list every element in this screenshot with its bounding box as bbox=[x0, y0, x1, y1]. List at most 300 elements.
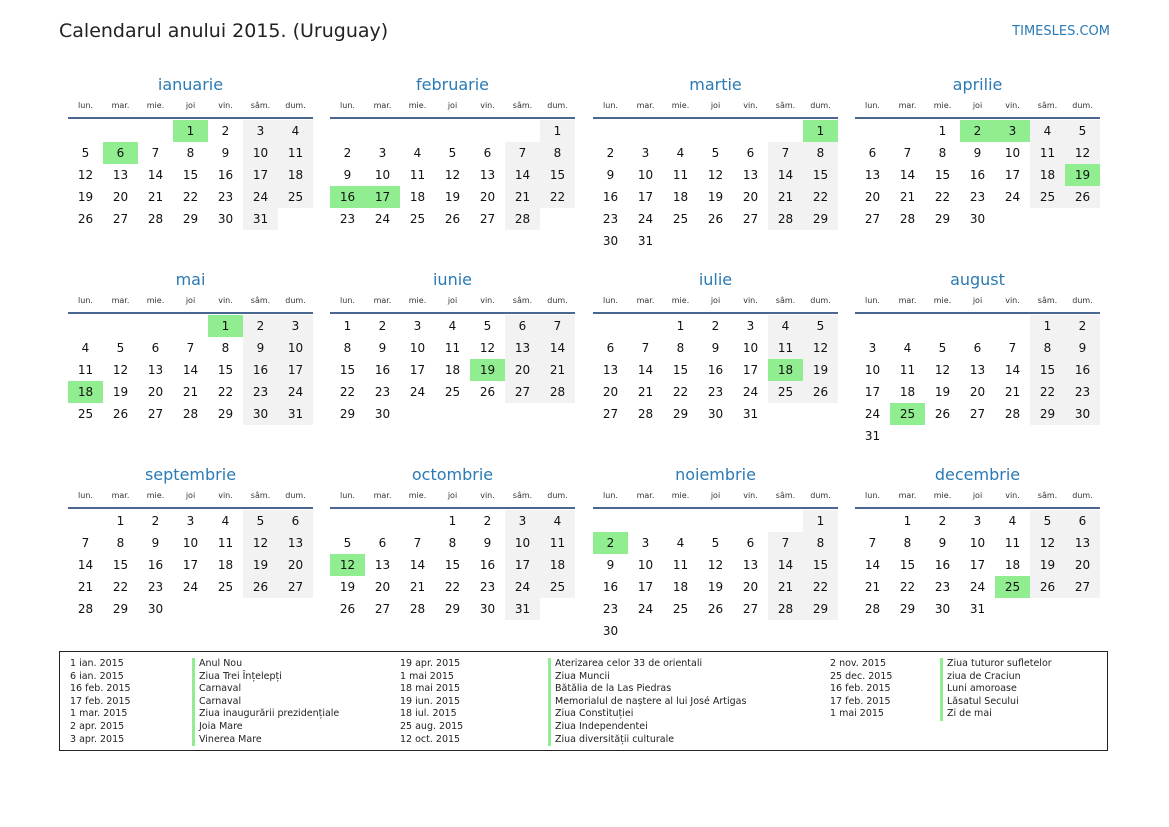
day-cell: 7 bbox=[868, 536, 877, 550]
day-cell: 6 bbox=[505, 315, 540, 337]
month-name: decembrie bbox=[934, 465, 1021, 484]
day-cell: 22 bbox=[112, 580, 129, 594]
empty-cell bbox=[698, 510, 733, 532]
holiday-name: Ziua Trei Înțelepți bbox=[192, 671, 339, 684]
month-octombrie bbox=[330, 464, 575, 620]
day-cell: 22 bbox=[934, 190, 951, 204]
weekday-label: vin. bbox=[218, 101, 233, 110]
day-cell: 3 bbox=[641, 146, 650, 160]
empty-cell bbox=[925, 315, 960, 337]
weekday-label: dum. bbox=[810, 491, 831, 500]
day-cell: 2 bbox=[151, 514, 160, 528]
day-cell: 2 bbox=[378, 319, 387, 333]
day-cell: 15 bbox=[182, 168, 199, 182]
weekday-label: joi bbox=[185, 296, 196, 305]
holiday-name: Ziua Muncii bbox=[548, 671, 746, 684]
weekday-label: sâm. bbox=[775, 296, 796, 305]
weekday-label: mie. bbox=[933, 491, 952, 500]
day-cell: 27 bbox=[505, 381, 540, 403]
header-divider bbox=[593, 117, 838, 119]
weekday-label: mar. bbox=[898, 296, 917, 305]
empty-cell bbox=[768, 510, 803, 532]
day-cell: 26 bbox=[479, 385, 496, 399]
day-cell: 13 bbox=[147, 363, 164, 377]
day-cell: 27 bbox=[278, 576, 313, 598]
day-cell: 20 bbox=[969, 385, 986, 399]
day-cell: 18 bbox=[1030, 164, 1065, 186]
weekday-label: mar. bbox=[373, 296, 392, 305]
day-cell: 2 bbox=[343, 146, 352, 160]
day-grid bbox=[855, 510, 1100, 620]
day-cell: 28 bbox=[1004, 407, 1021, 421]
day-cell: 2 bbox=[243, 315, 278, 337]
day-cell: 16 bbox=[1065, 359, 1100, 381]
weekday-label: dum. bbox=[810, 101, 831, 110]
weekday-label: lun. bbox=[603, 101, 618, 110]
weekday-header bbox=[593, 99, 838, 117]
weekday-header bbox=[855, 489, 1100, 507]
day-cell: 5 bbox=[1065, 120, 1100, 142]
day-cell: 19 bbox=[243, 554, 278, 576]
day-cell: 14 bbox=[182, 363, 199, 377]
day-cell: 6 bbox=[151, 341, 160, 355]
day-cell: 6 bbox=[278, 510, 313, 532]
holiday-date: 1 mai 2015 bbox=[830, 708, 884, 720]
day-cell: 19 bbox=[1030, 554, 1065, 576]
holiday-name: Anul Nou bbox=[192, 658, 339, 671]
day-cell: 7 bbox=[768, 532, 803, 554]
day-cell: 5 bbox=[1030, 510, 1065, 532]
day-cell: 28 bbox=[637, 407, 654, 421]
header-divider bbox=[855, 507, 1100, 509]
day-cell: 28 bbox=[182, 407, 199, 421]
day-cell: 31 bbox=[278, 403, 313, 425]
day-cell: 17 bbox=[182, 558, 199, 572]
month-iulie bbox=[593, 269, 838, 425]
day-cell: 25 bbox=[217, 580, 234, 594]
day-cell: 23 bbox=[969, 190, 986, 204]
weekday-label: vin. bbox=[480, 491, 495, 500]
day-cell: 17 bbox=[742, 363, 759, 377]
holiday-day: 3 bbox=[995, 120, 1030, 142]
day-cell: 29 bbox=[217, 407, 234, 421]
weekday-label: joi bbox=[447, 296, 458, 305]
day-cell: 18 bbox=[672, 190, 689, 204]
empty-cell bbox=[890, 315, 925, 337]
day-cell: 25 bbox=[444, 385, 461, 399]
day-cell: 26 bbox=[707, 602, 724, 616]
day-cell: 19 bbox=[707, 190, 724, 204]
day-cell: 26 bbox=[444, 212, 461, 226]
month-noiembrie bbox=[593, 464, 838, 642]
day-cell: 12 bbox=[444, 168, 461, 182]
header-divider bbox=[593, 312, 838, 314]
day-cell: 16 bbox=[479, 558, 496, 572]
day-cell: 24 bbox=[278, 381, 313, 403]
holiday-name: Joia Mare bbox=[192, 721, 339, 734]
day-cell: 2 bbox=[711, 319, 720, 333]
day-cell: 31 bbox=[243, 208, 278, 230]
day-grid bbox=[593, 510, 838, 642]
empty-cell bbox=[68, 315, 103, 337]
holiday-name: Lăsatul Secului bbox=[940, 696, 1052, 709]
day-cell: 28 bbox=[864, 602, 881, 616]
weekday-label: mie. bbox=[671, 101, 690, 110]
day-cell: 11 bbox=[1030, 142, 1065, 164]
weekday-label: sâm. bbox=[250, 491, 271, 500]
day-cell: 9 bbox=[1065, 337, 1100, 359]
day-cell: 28 bbox=[77, 602, 94, 616]
day-cell: 24 bbox=[637, 602, 654, 616]
weekday-label: mar. bbox=[111, 101, 130, 110]
day-cell: 17 bbox=[409, 363, 426, 377]
day-cell: 17 bbox=[637, 580, 654, 594]
holiday-date: 16 feb. 2015 bbox=[70, 683, 131, 695]
page-title: Calendarul anului 2015. (Uruguay) bbox=[59, 20, 389, 42]
weekday-header bbox=[68, 489, 313, 507]
day-cell: 23 bbox=[243, 381, 278, 403]
day-cell: 1 bbox=[1030, 315, 1065, 337]
month-martie bbox=[593, 74, 838, 252]
day-cell: 14 bbox=[77, 558, 94, 572]
day-cell: 29 bbox=[1030, 403, 1065, 425]
day-cell: 11 bbox=[409, 168, 426, 182]
weekday-header bbox=[855, 294, 1100, 312]
day-cell: 23 bbox=[217, 190, 234, 204]
holiday-day: 18 bbox=[68, 381, 103, 403]
day-cell: 20 bbox=[278, 554, 313, 576]
holiday-name: Bătălia de la Las Piedras bbox=[548, 683, 746, 696]
holiday-names-column bbox=[192, 658, 339, 746]
day-cell: 15 bbox=[339, 363, 356, 377]
empty-cell bbox=[593, 120, 628, 142]
holiday-day: 1 bbox=[173, 120, 208, 142]
day-cell: 11 bbox=[540, 532, 575, 554]
empty-cell bbox=[855, 315, 890, 337]
day-cell: 17 bbox=[278, 359, 313, 381]
day-cell: 8 bbox=[676, 341, 685, 355]
empty-cell bbox=[138, 120, 173, 142]
holiday-names-column bbox=[548, 658, 746, 746]
site-brand-link[interactable]: TIMESLES.COM bbox=[1012, 24, 1110, 39]
holiday-day: 19 bbox=[1065, 164, 1100, 186]
day-cell: 15 bbox=[540, 164, 575, 186]
day-cell: 16 bbox=[707, 363, 724, 377]
day-cell: 3 bbox=[278, 315, 313, 337]
day-cell: 30 bbox=[969, 212, 986, 226]
day-cell: 10 bbox=[637, 168, 654, 182]
weekday-label: dum. bbox=[285, 101, 306, 110]
header-divider bbox=[330, 312, 575, 314]
weekday-label: sâm. bbox=[1037, 101, 1058, 110]
day-grid bbox=[330, 510, 575, 620]
day-cell: 17 bbox=[1004, 168, 1021, 182]
day-cell: 14 bbox=[899, 168, 916, 182]
header-divider bbox=[593, 507, 838, 509]
day-cell: 26 bbox=[77, 212, 94, 226]
day-cell: 23 bbox=[479, 580, 496, 594]
day-cell: 3 bbox=[378, 146, 387, 160]
day-cell: 9 bbox=[151, 536, 160, 550]
weekday-label: mie. bbox=[146, 296, 165, 305]
day-cell: 21 bbox=[1004, 385, 1021, 399]
day-cell: 6 bbox=[746, 536, 755, 550]
holiday-day: 18 bbox=[768, 359, 803, 381]
weekday-header bbox=[855, 99, 1100, 117]
header-divider bbox=[68, 117, 313, 119]
weekday-label: sâm. bbox=[512, 296, 533, 305]
day-cell: 2 bbox=[1065, 315, 1100, 337]
day-cell: 22 bbox=[444, 580, 461, 594]
holiday-name: Aterizarea celor 33 de orientali bbox=[548, 658, 746, 671]
day-cell: 9 bbox=[343, 168, 352, 182]
weekday-label: sâm. bbox=[1037, 296, 1058, 305]
empty-cell bbox=[68, 120, 103, 142]
day-cell: 11 bbox=[672, 168, 689, 182]
month-aprilie bbox=[855, 74, 1100, 230]
holiday-name: ziua de Craciun bbox=[940, 671, 1052, 684]
weekday-label: sâm. bbox=[775, 491, 796, 500]
day-cell: 1 bbox=[676, 319, 685, 333]
day-cell: 29 bbox=[112, 602, 129, 616]
empty-cell bbox=[628, 510, 663, 532]
weekday-label: dum. bbox=[547, 101, 568, 110]
day-cell: 29 bbox=[803, 598, 838, 620]
day-cell: 30 bbox=[479, 602, 496, 616]
day-cell: 6 bbox=[606, 341, 615, 355]
empty-cell bbox=[663, 510, 698, 532]
day-cell: 30 bbox=[243, 403, 278, 425]
day-cell: 10 bbox=[243, 142, 278, 164]
day-cell: 29 bbox=[444, 602, 461, 616]
weekday-label: mar. bbox=[111, 296, 130, 305]
empty-cell bbox=[628, 315, 663, 337]
day-cell: 4 bbox=[448, 319, 457, 333]
weekday-label: sâm. bbox=[250, 101, 271, 110]
day-cell: 30 bbox=[374, 407, 391, 421]
day-cell: 22 bbox=[182, 190, 199, 204]
day-cell: 8 bbox=[186, 146, 195, 160]
holiday-day: 16 bbox=[330, 186, 365, 208]
month-name: iulie bbox=[698, 270, 733, 289]
weekday-label: dum. bbox=[1072, 296, 1093, 305]
holiday-day: 6 bbox=[103, 142, 138, 164]
day-cell: 20 bbox=[602, 385, 619, 399]
day-cell: 27 bbox=[1065, 576, 1100, 598]
day-cell: 24 bbox=[969, 580, 986, 594]
month-ianuarie bbox=[68, 74, 313, 230]
weekday-label: mie. bbox=[671, 296, 690, 305]
empty-cell bbox=[103, 120, 138, 142]
weekday-header bbox=[593, 489, 838, 507]
day-cell: 10 bbox=[1004, 146, 1021, 160]
day-cell: 28 bbox=[540, 381, 575, 403]
day-cell: 3 bbox=[413, 319, 422, 333]
day-cell: 26 bbox=[1030, 576, 1065, 598]
day-cell: 25 bbox=[77, 407, 94, 421]
weekday-label: vin. bbox=[743, 491, 758, 500]
day-cell: 16 bbox=[374, 363, 391, 377]
day-cell: 18 bbox=[444, 363, 461, 377]
holiday-day: 25 bbox=[890, 403, 925, 425]
empty-cell bbox=[995, 315, 1030, 337]
day-cell: 8 bbox=[343, 341, 352, 355]
day-cell: 25 bbox=[540, 576, 575, 598]
day-cell: 24 bbox=[409, 385, 426, 399]
day-cell: 27 bbox=[742, 602, 759, 616]
weekday-header bbox=[330, 489, 575, 507]
day-cell: 18 bbox=[899, 385, 916, 399]
holiday-date: 12 oct. 2015 bbox=[400, 733, 461, 745]
day-cell: 14 bbox=[409, 558, 426, 572]
weekday-label: joi bbox=[710, 101, 721, 110]
month-name: august bbox=[950, 270, 1005, 289]
holiday-legend bbox=[59, 651, 1108, 751]
day-cell: 27 bbox=[374, 602, 391, 616]
holiday-name: Ziua diversității culturale bbox=[548, 734, 746, 747]
day-cell: 9 bbox=[221, 146, 230, 160]
day-cell: 20 bbox=[505, 359, 540, 381]
empty-cell bbox=[435, 120, 470, 142]
day-cell: 28 bbox=[768, 208, 803, 230]
weekday-label: dum. bbox=[810, 296, 831, 305]
day-cell: 18 bbox=[217, 558, 234, 572]
day-cell: 12 bbox=[707, 168, 724, 182]
empty-cell bbox=[628, 120, 663, 142]
holiday-name: Vinerea Mare bbox=[192, 734, 339, 747]
weekday-label: lun. bbox=[603, 296, 618, 305]
weekday-label: joi bbox=[447, 101, 458, 110]
holiday-date: 17 feb. 2015 bbox=[70, 695, 131, 707]
day-cell: 24 bbox=[637, 212, 654, 226]
day-cell: 2 bbox=[938, 514, 947, 528]
day-cell: 16 bbox=[602, 190, 619, 204]
header-divider bbox=[68, 507, 313, 509]
day-cell: 12 bbox=[1065, 142, 1100, 164]
weekday-label: mar. bbox=[373, 101, 392, 110]
day-cell: 11 bbox=[278, 142, 313, 164]
day-cell: 8 bbox=[938, 146, 947, 160]
holiday-day: 2 bbox=[593, 532, 628, 554]
day-cell: 7 bbox=[768, 142, 803, 164]
day-cell: 12 bbox=[707, 558, 724, 572]
day-cell: 14 bbox=[768, 164, 803, 186]
day-cell: 29 bbox=[934, 212, 951, 226]
day-cell: 26 bbox=[1065, 186, 1100, 208]
day-cell: 6 bbox=[1065, 510, 1100, 532]
weekday-header bbox=[68, 99, 313, 117]
day-cell: 7 bbox=[413, 536, 422, 550]
weekday-label: lun. bbox=[78, 101, 93, 110]
day-cell: 13 bbox=[479, 168, 496, 182]
day-cell: 15 bbox=[217, 363, 234, 377]
day-grid bbox=[330, 120, 575, 230]
day-cell: 10 bbox=[864, 363, 881, 377]
day-cell: 5 bbox=[243, 510, 278, 532]
day-cell: 1 bbox=[903, 514, 912, 528]
day-cell: 10 bbox=[505, 532, 540, 554]
day-cell: 21 bbox=[768, 576, 803, 598]
day-cell: 27 bbox=[969, 407, 986, 421]
day-cell: 8 bbox=[803, 532, 838, 554]
day-cell: 26 bbox=[112, 407, 129, 421]
header-divider bbox=[330, 507, 575, 509]
day-cell: 12 bbox=[479, 341, 496, 355]
day-cell: 5 bbox=[711, 146, 720, 160]
day-cell: 26 bbox=[803, 381, 838, 403]
weekday-label: dum. bbox=[1072, 491, 1093, 500]
day-cell: 17 bbox=[505, 554, 540, 576]
day-cell: 13 bbox=[278, 532, 313, 554]
empty-cell bbox=[855, 120, 890, 142]
holiday-date: 1 ian. 2015 bbox=[70, 658, 124, 669]
day-cell: 15 bbox=[672, 363, 689, 377]
holiday-day: 12 bbox=[330, 554, 365, 576]
day-cell: 7 bbox=[186, 341, 195, 355]
day-cell: 9 bbox=[711, 341, 720, 355]
day-grid bbox=[330, 315, 575, 425]
day-cell: 12 bbox=[112, 363, 129, 377]
day-cell: 6 bbox=[483, 146, 492, 160]
day-cell: 25 bbox=[672, 602, 689, 616]
day-cell: 7 bbox=[903, 146, 912, 160]
day-cell: 28 bbox=[768, 598, 803, 620]
day-cell: 3 bbox=[641, 536, 650, 550]
weekday-label: joi bbox=[185, 101, 196, 110]
day-cell: 28 bbox=[147, 212, 164, 226]
day-cell: 19 bbox=[444, 190, 461, 204]
day-cell: 5 bbox=[116, 341, 125, 355]
day-cell: 5 bbox=[81, 146, 90, 160]
day-cell: 9 bbox=[973, 146, 982, 160]
day-cell: 4 bbox=[81, 341, 90, 355]
weekday-label: mie. bbox=[408, 101, 427, 110]
day-cell: 16 bbox=[602, 580, 619, 594]
weekday-label: lun. bbox=[340, 101, 355, 110]
day-cell: 12 bbox=[77, 168, 94, 182]
empty-cell bbox=[68, 510, 103, 532]
day-cell: 13 bbox=[864, 168, 881, 182]
day-cell: 15 bbox=[112, 558, 129, 572]
weekday-label: dum. bbox=[547, 491, 568, 500]
holiday-date: 18 iul. 2015 bbox=[400, 708, 457, 720]
day-cell: 9 bbox=[243, 337, 278, 359]
day-cell: 20 bbox=[742, 580, 759, 594]
day-cell: 21 bbox=[409, 580, 426, 594]
day-cell: 31 bbox=[969, 602, 986, 616]
day-cell: 5 bbox=[938, 341, 947, 355]
day-cell: 4 bbox=[413, 146, 422, 160]
day-cell: 29 bbox=[672, 407, 689, 421]
weekday-header bbox=[330, 294, 575, 312]
day-cell: 8 bbox=[116, 536, 125, 550]
day-grid bbox=[593, 315, 838, 425]
day-cell: 11 bbox=[899, 363, 916, 377]
weekday-label: vin. bbox=[218, 491, 233, 500]
weekday-label: dum. bbox=[285, 491, 306, 500]
day-cell: 22 bbox=[339, 385, 356, 399]
weekday-label: lun. bbox=[603, 491, 618, 500]
day-cell: 10 bbox=[409, 341, 426, 355]
day-cell: 24 bbox=[374, 212, 391, 226]
day-grid bbox=[68, 120, 313, 230]
day-cell: 21 bbox=[864, 580, 881, 594]
holiday-name: Luni amoroase bbox=[940, 683, 1052, 696]
day-cell: 7 bbox=[151, 146, 160, 160]
day-cell: 18 bbox=[409, 190, 426, 204]
day-cell: 4 bbox=[540, 510, 575, 532]
day-cell: 16 bbox=[934, 558, 951, 572]
